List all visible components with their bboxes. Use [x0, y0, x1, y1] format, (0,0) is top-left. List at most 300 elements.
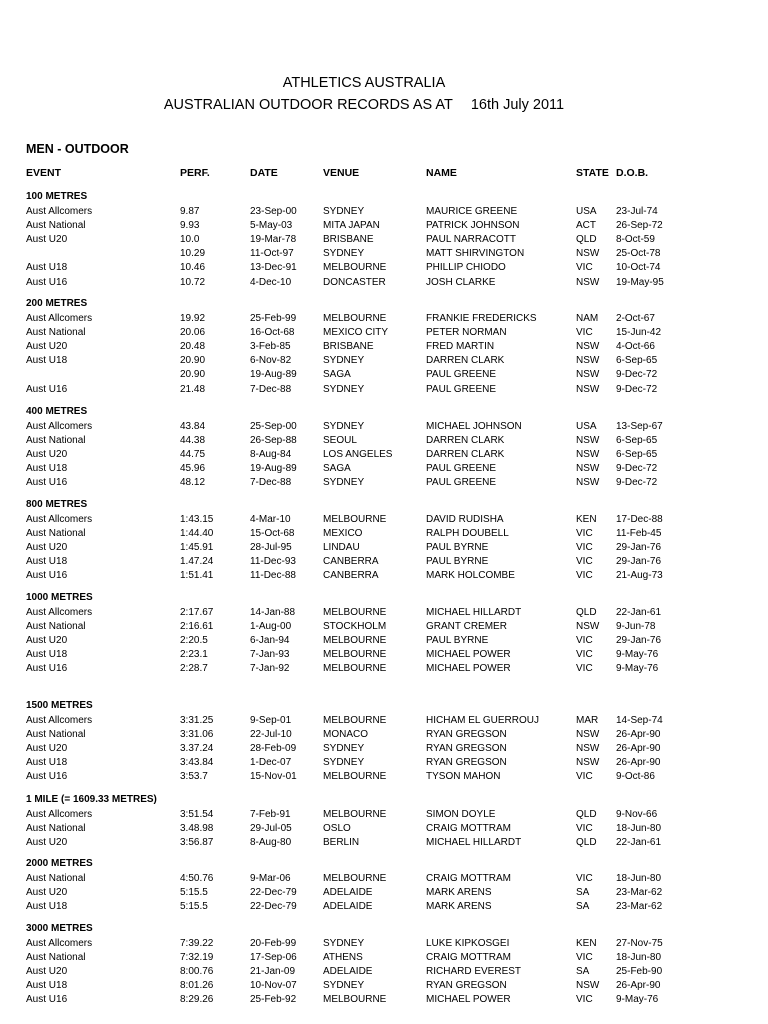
cell-venue: MONACO	[323, 729, 368, 741]
table-row	[0, 620, 768, 634]
cell-perf: 21.48	[180, 383, 206, 395]
col-date: DATE	[250, 167, 278, 179]
event-title: 2000 METRES	[26, 858, 93, 869]
cell-name: MICHAEL POWER	[426, 994, 511, 1006]
cell-venue: DONCASTER	[323, 276, 386, 288]
cell-perf: 44.38	[180, 435, 206, 447]
cell-event: Aust U16	[26, 771, 68, 783]
cell-dob: 25-Oct-78	[616, 248, 661, 260]
cell-perf: 2:28.7	[180, 663, 208, 675]
table-row	[0, 368, 768, 382]
cell-date: 3-Feb-85	[250, 341, 291, 353]
cell-venue: BRISBANE	[323, 341, 374, 353]
cell-perf: 9.93	[180, 220, 200, 232]
cell-date: 14-Jan-88	[250, 607, 296, 618]
cell-date: 22-Dec-79	[250, 901, 297, 913]
cell-state: VIC	[576, 635, 593, 647]
cell-name: MICHAEL HILLARDT	[426, 607, 522, 618]
cell-dob: 9-May-76	[616, 663, 659, 675]
cell-name: PAUL GREENE	[426, 369, 497, 381]
cell-event: Aust U20	[26, 966, 68, 978]
cell-event: Aust National	[26, 729, 86, 741]
cell-event: Aust U20	[26, 341, 68, 353]
table-row	[0, 756, 768, 770]
cell-dob: 8-Oct-59	[616, 234, 655, 246]
cell-name: CRAIG MOTTRAM	[426, 952, 511, 964]
cell-venue: ATHENS	[323, 952, 363, 964]
cell-perf: 10.29	[180, 248, 206, 260]
table-row	[0, 900, 768, 914]
cell-name: MICHAEL HILLARDT	[426, 837, 522, 849]
cell-dob: 21-Aug-73	[616, 570, 663, 582]
cell-state: USA	[576, 421, 597, 432]
cell-venue: MELBOURNE	[323, 607, 387, 618]
table-row	[0, 247, 768, 261]
cell-event: Aust U18	[26, 757, 68, 769]
cell-perf: 2:17.67	[180, 607, 214, 618]
cell-date: 7-Jan-92	[250, 663, 290, 675]
cell-state: VIC	[576, 771, 593, 783]
table-row	[0, 965, 768, 979]
cell-perf: 1.47.24	[180, 556, 214, 568]
cell-venue: CANBERRA	[323, 556, 379, 568]
cell-dob: 26-Sep-72	[616, 220, 663, 232]
cell-dob: 9-Dec-72	[616, 477, 658, 489]
cell-venue: BERLIN	[323, 837, 360, 849]
cell-date: 26-Sep-88	[250, 435, 297, 447]
cell-state: SA	[576, 901, 590, 913]
cell-perf: 20.90	[180, 369, 206, 381]
cell-perf: 10.0	[180, 234, 200, 246]
cell-venue: ADELAIDE	[323, 887, 373, 899]
cell-venue: SYDNEY	[323, 206, 365, 217]
cell-venue: OSLO	[323, 823, 351, 835]
cell-venue: LOS ANGELES	[323, 449, 393, 461]
cell-event: Aust Allcomers	[26, 607, 93, 618]
cell-perf: 3:31.25	[180, 715, 214, 726]
cell-venue: SYDNEY	[323, 421, 365, 432]
cell-state: VIC	[576, 262, 593, 274]
cell-venue: SYDNEY	[323, 757, 365, 769]
event-heading	[0, 297, 768, 311]
cell-name: PATRICK JOHNSON	[426, 220, 520, 232]
cell-dob: 29-Jan-76	[616, 635, 662, 647]
table-row	[0, 993, 768, 1007]
cell-date: 15-Oct-68	[250, 528, 295, 540]
cell-perf: 45.96	[180, 463, 206, 475]
cell-perf: 20.48	[180, 341, 206, 353]
cell-perf: 3:51.54	[180, 809, 214, 820]
cell-date: 1-Aug-00	[250, 621, 292, 633]
cell-state: VIC	[576, 873, 593, 884]
cell-dob: 13-Sep-67	[616, 421, 663, 432]
cell-name: DARREN CLARK	[426, 435, 505, 447]
cell-state: NSW	[576, 355, 600, 367]
cell-event: Aust U18	[26, 649, 68, 661]
cell-date: 13-Dec-91	[250, 262, 297, 274]
cell-event: Aust U20	[26, 542, 68, 554]
cell-dob: 23-Jul-74	[616, 206, 658, 217]
cell-perf: 2:20.5	[180, 635, 208, 647]
cell-event: Aust U20	[26, 887, 68, 899]
cell-name: LUKE KIPKOSGEI	[426, 938, 510, 949]
cell-state: QLD	[576, 607, 597, 618]
cell-state: NSW	[576, 369, 600, 381]
cell-date: 8-Aug-84	[250, 449, 292, 461]
cell-venue: ADELAIDE	[323, 901, 373, 913]
event-title: 100 METRES	[26, 191, 88, 202]
cell-event: Aust National	[26, 823, 86, 835]
cell-venue: SAGA	[323, 369, 351, 381]
cell-venue: MITA JAPAN	[323, 220, 380, 232]
cell-dob: 11-Feb-45	[616, 528, 662, 540]
cell-dob: 2-Oct-67	[616, 313, 655, 324]
cell-state: KEN	[576, 514, 597, 525]
cell-venue: MELBOURNE	[323, 994, 387, 1006]
cell-venue: SYDNEY	[323, 477, 365, 489]
table-row	[0, 326, 768, 340]
table-row	[0, 555, 768, 569]
cell-event: Aust National	[26, 873, 86, 884]
table-row	[0, 462, 768, 476]
cell-perf: 8:01.26	[180, 980, 214, 992]
cell-perf: 43.84	[180, 421, 206, 432]
cell-perf: 3:43.84	[180, 757, 214, 769]
cell-date: 6-Nov-82	[250, 355, 292, 367]
cell-dob: 26-Apr-90	[616, 743, 661, 755]
cell-state: SA	[576, 966, 590, 978]
cell-state: NSW	[576, 435, 600, 447]
cell-name: RYAN GREGSON	[426, 757, 507, 769]
cell-perf: 2:16.61	[180, 621, 214, 633]
cell-event: Aust Allcomers	[26, 421, 93, 432]
cell-date: 21-Jan-09	[250, 966, 296, 978]
table-row	[0, 434, 768, 448]
col-venue: VENUE	[323, 167, 360, 179]
cell-event: Aust U16	[26, 477, 68, 489]
table-row	[0, 276, 768, 290]
cell-perf: 19.92	[180, 313, 206, 324]
cell-dob: 19-May-95	[616, 276, 664, 288]
table-row	[0, 728, 768, 742]
cell-dob: 26-Apr-90	[616, 980, 661, 992]
cell-event: Aust U20	[26, 635, 68, 647]
cell-name: MARK ARENS	[426, 901, 492, 913]
cell-perf: 7:32.19	[180, 952, 214, 964]
cell-date: 9-Sep-01	[250, 715, 292, 726]
cell-event: Aust U18	[26, 262, 68, 274]
cell-date: 11-Oct-97	[250, 248, 294, 260]
table-row	[0, 476, 768, 490]
cell-date: 10-Nov-07	[250, 980, 297, 992]
table-row	[0, 822, 768, 836]
cell-name: JOSH CLARKE	[426, 276, 496, 288]
subtitle-text: AUSTRALIAN OUTDOOR RECORDS AS AT	[163, 97, 453, 113]
cell-venue: CANBERRA	[323, 570, 379, 582]
cell-event: Aust Allcomers	[26, 715, 93, 726]
cell-state: VIC	[576, 649, 593, 661]
cell-dob: 26-Apr-90	[616, 757, 661, 769]
section-heading: MEN - OUTDOOR	[26, 142, 129, 156]
cell-date: 8-Aug-80	[250, 837, 292, 849]
cell-state: VIC	[576, 994, 593, 1006]
table-row	[0, 937, 768, 951]
cell-venue: SYDNEY	[323, 743, 365, 755]
cell-date: 7-Dec-88	[250, 477, 292, 489]
cell-date: 9-Mar-06	[250, 873, 291, 884]
cell-date: 19-Aug-89	[250, 463, 297, 475]
cell-state: NSW	[576, 743, 600, 755]
cell-name: CRAIG MOTTRAM	[426, 873, 511, 884]
cell-venue: MELBOURNE	[323, 313, 387, 324]
event-title: 1500 METRES	[26, 700, 93, 711]
table-row	[0, 662, 768, 676]
cell-venue: SYDNEY	[323, 248, 365, 260]
cell-dob: 18-Jun-80	[616, 873, 662, 884]
cell-perf: 48.12	[180, 477, 206, 489]
cell-perf: 4:50.76	[180, 873, 214, 884]
cell-date: 4-Mar-10	[250, 514, 291, 525]
cell-perf: 20.06	[180, 327, 206, 339]
cell-dob: 10-Oct-74	[616, 262, 661, 274]
cell-date: 25-Feb-99	[250, 313, 297, 324]
event-title: 3000 METRES	[26, 923, 93, 934]
cell-event: Aust Allcomers	[26, 809, 93, 820]
table-row	[0, 513, 768, 527]
event-heading	[0, 793, 768, 807]
cell-event: Aust U20	[26, 837, 68, 849]
cell-perf: 5:15.5	[180, 901, 208, 913]
cell-dob: 18-Jun-80	[616, 952, 662, 964]
cell-name: PETER NORMAN	[426, 327, 507, 339]
table-row	[0, 634, 768, 648]
cell-name: PAUL BYRNE	[426, 556, 489, 568]
cell-state: VIC	[576, 663, 593, 675]
cell-venue: MELBOURNE	[323, 873, 387, 884]
cell-venue: MELBOURNE	[323, 715, 387, 726]
cell-dob: 9-Dec-72	[616, 369, 658, 381]
cell-venue: STOCKHOLM	[323, 621, 387, 633]
event-title: 200 METRES	[26, 298, 88, 309]
cell-event: Aust National	[26, 435, 86, 447]
cell-state: VIC	[576, 542, 593, 554]
cell-event: Aust U20	[26, 234, 68, 246]
cell-date: 25-Feb-92	[250, 994, 297, 1006]
cell-state: NSW	[576, 341, 600, 353]
cell-dob: 22-Jan-61	[616, 607, 662, 618]
cell-venue: MELBOURNE	[323, 262, 387, 274]
table-row	[0, 606, 768, 620]
cell-event: Aust National	[26, 952, 86, 964]
cell-event: Aust Allcomers	[26, 938, 93, 949]
cell-state: QLD	[576, 809, 597, 820]
cell-date: 7-Dec-88	[250, 383, 292, 395]
cell-venue: ADELAIDE	[323, 966, 373, 978]
table-row	[0, 527, 768, 541]
cell-state: ACT	[576, 220, 596, 232]
cell-name: FRED MARTIN	[426, 341, 495, 353]
cell-event: Aust U18	[26, 980, 68, 992]
cell-name: PAUL BYRNE	[426, 542, 489, 554]
cell-venue: LINDAU	[323, 542, 360, 554]
cell-venue: MELBOURNE	[323, 635, 387, 647]
table-row	[0, 979, 768, 993]
cell-venue: MELBOURNE	[323, 514, 387, 525]
cell-state: NSW	[576, 248, 600, 260]
table-row	[0, 569, 768, 583]
cell-event: Aust National	[26, 621, 86, 633]
cell-dob: 23-Mar-62	[616, 901, 663, 913]
table-row	[0, 886, 768, 900]
cell-name: MICHAEL JOHNSON	[426, 421, 522, 432]
cell-name: PAUL GREENE	[426, 463, 497, 475]
table-row	[0, 742, 768, 756]
cell-dob: 9-Dec-72	[616, 383, 658, 395]
cell-perf: 7:39.22	[180, 938, 214, 949]
cell-perf: 10.46	[180, 262, 206, 274]
cell-state: SA	[576, 887, 590, 899]
cell-state: VIC	[576, 823, 593, 835]
cell-date: 5-May-03	[250, 220, 293, 232]
event-title: 1 MILE (= 1609.33 METRES)	[26, 794, 157, 805]
cell-event: Aust Allcomers	[26, 313, 93, 324]
cell-date: 7-Jan-93	[250, 649, 290, 661]
cell-event: Aust U16	[26, 570, 68, 582]
cell-event: Aust U18	[26, 463, 68, 475]
cell-perf: 8:00.76	[180, 966, 214, 978]
col-state: STATE	[576, 167, 609, 179]
cell-state: NSW	[576, 757, 600, 769]
cell-state: VIC	[576, 556, 593, 568]
cell-name: MAURICE GREENE	[426, 206, 518, 217]
cell-date: 11-Dec-93	[250, 556, 296, 568]
table-row	[0, 872, 768, 886]
cell-name: DARREN CLARK	[426, 355, 505, 367]
document-subtitle	[0, 97, 728, 113]
cell-date: 28-Jul-95	[250, 542, 292, 554]
cell-date: 16-Oct-68	[250, 327, 295, 339]
cell-date: 11-Dec-88	[250, 570, 296, 582]
cell-dob: 4-Oct-66	[616, 341, 655, 353]
cell-dob: 27-Nov-75	[616, 938, 663, 949]
cell-name: RALPH DOUBELL	[426, 528, 509, 540]
cell-date: 19-Aug-89	[250, 369, 297, 381]
cell-perf: 9.87	[180, 206, 200, 217]
cell-event: Aust U16	[26, 994, 68, 1006]
cell-venue: BRISBANE	[323, 234, 374, 246]
cell-name: MICHAEL POWER	[426, 663, 511, 675]
table-row	[0, 541, 768, 555]
cell-venue: MELBOURNE	[323, 809, 387, 820]
table-row	[0, 448, 768, 462]
cell-venue: SYDNEY	[323, 980, 365, 992]
cell-perf: 3:53.7	[180, 771, 208, 783]
cell-perf: 1:51.41	[180, 570, 214, 582]
cell-dob: 9-Nov-66	[616, 809, 658, 820]
cell-name: PAUL NARRACOTT	[426, 234, 517, 246]
cell-dob: 23-Mar-62	[616, 887, 663, 899]
event-heading	[0, 857, 768, 871]
table-row	[0, 951, 768, 965]
cell-name: DARREN CLARK	[426, 449, 505, 461]
cell-event: Aust U16	[26, 663, 68, 675]
table-row	[0, 219, 768, 233]
table-row	[0, 420, 768, 434]
records-date: 16th July 2011	[470, 97, 565, 113]
cell-date: 4-Dec-10	[250, 276, 292, 288]
cell-venue: MEXICO	[323, 528, 363, 540]
cell-dob: 9-Jun-78	[616, 621, 656, 633]
col-event: EVENT	[26, 167, 62, 179]
cell-perf: 10.72	[180, 276, 206, 288]
cell-name: CRAIG MOTTRAM	[426, 823, 511, 835]
event-title: 800 METRES	[26, 499, 88, 510]
cell-venue: SAGA	[323, 463, 351, 475]
cell-event: Aust National	[26, 220, 86, 232]
cell-name: PAUL GREENE	[426, 477, 497, 489]
table-row	[0, 354, 768, 368]
cell-date: 1-Dec-07	[250, 757, 292, 769]
cell-date: 15-Nov-01	[250, 771, 297, 783]
event-heading	[0, 591, 768, 605]
cell-dob: 9-Dec-72	[616, 463, 658, 475]
cell-name: RYAN GREGSON	[426, 980, 507, 992]
cell-dob: 29-Jan-76	[616, 542, 662, 554]
cell-dob: 15-Jun-42	[616, 327, 662, 339]
cell-name: RYAN GREGSON	[426, 729, 507, 741]
cell-perf: 3:31.06	[180, 729, 214, 741]
cell-name: TYSON MAHON	[426, 771, 501, 783]
cell-state: USA	[576, 206, 597, 217]
cell-event: Aust National	[26, 528, 86, 540]
cell-state: NAM	[576, 313, 599, 324]
cell-name: PHILLIP CHIODO	[426, 262, 506, 274]
cell-venue: MELBOURNE	[323, 649, 387, 661]
cell-perf: 3.37.24	[180, 743, 214, 755]
cell-name: PAUL BYRNE	[426, 635, 489, 647]
cell-date: 20-Feb-99	[250, 938, 297, 949]
cell-perf: 20.90	[180, 355, 206, 367]
table-row	[0, 808, 768, 822]
cell-state: VIC	[576, 528, 593, 540]
cell-state: NSW	[576, 980, 600, 992]
event-title: 1000 METRES	[26, 592, 93, 603]
event-heading	[0, 498, 768, 512]
cell-date: 19-Mar-78	[250, 234, 297, 246]
table-row	[0, 261, 768, 275]
cell-perf: 1:45.91	[180, 542, 214, 554]
cell-event: Aust U20	[26, 449, 68, 461]
cell-dob: 9-May-76	[616, 994, 659, 1006]
event-title: 400 METRES	[26, 406, 88, 417]
cell-state: NSW	[576, 477, 600, 489]
cell-event: Aust U18	[26, 901, 68, 913]
cell-date: 22-Dec-79	[250, 887, 297, 899]
cell-name: MARK ARENS	[426, 887, 492, 899]
cell-dob: 6-Sep-65	[616, 355, 658, 367]
cell-event: Aust Allcomers	[26, 206, 93, 217]
cell-event: Aust Allcomers	[26, 514, 93, 525]
cell-state: VIC	[576, 570, 593, 582]
cell-dob: 22-Jan-61	[616, 837, 662, 849]
cell-event: Aust U18	[26, 355, 68, 367]
document-title: ATHLETICS AUSTRALIA	[282, 75, 446, 91]
cell-state: NSW	[576, 621, 600, 633]
cell-state: NSW	[576, 383, 600, 395]
cell-date: 25-Sep-00	[250, 421, 297, 432]
cell-date: 29-Jul-05	[250, 823, 292, 835]
cell-event: Aust National	[26, 327, 86, 339]
